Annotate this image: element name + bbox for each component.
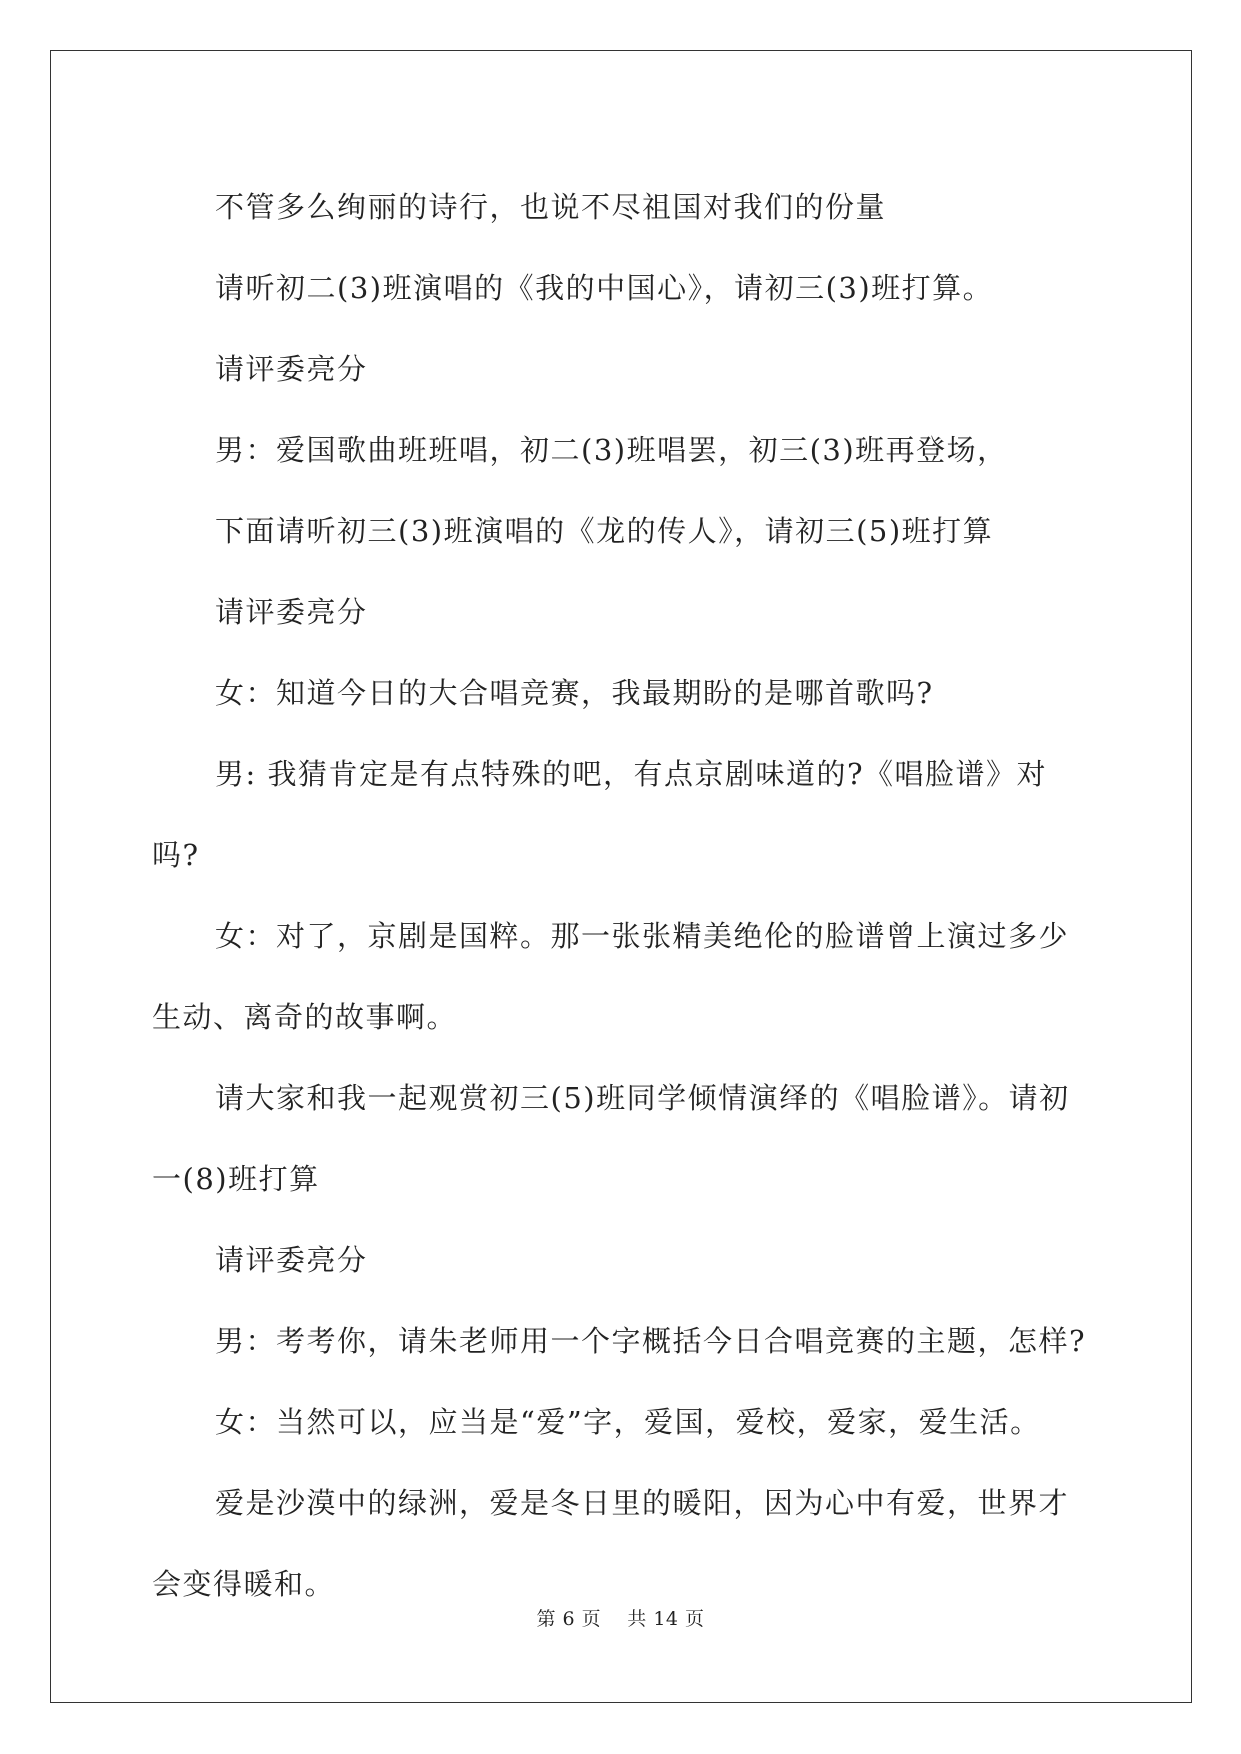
page-total: 共 14 页 [627,1608,705,1630]
paragraph: 爱是沙漠中的绿洲，爱是冬日里的暖阳，因为心中有爱，世界才会变得暖和。 [152,1486,1070,1601]
paragraph: 请评委亮分 [215,595,368,629]
paragraph: 男: 我猜肯定是有点特殊的吧，有点京剧味道的?《唱脸谱》对吗? [152,757,1048,872]
paragraph: 女：知道今日的大合唱竞赛，我最期盼的是哪首歌吗? [215,676,934,710]
document-body [152,167,1092,1625]
paragraph: 请听初二(3)班演唱的《我的中国心》，请初三(3)班打算。 [215,271,994,305]
paragraph: 女：对了，京剧是国粹。那一张张精美绝伦的脸谱曾上演过多少生动、离奇的故事啊。 [152,919,1070,1034]
paragraph: 下面请听初三(3)班演唱的《龙的传人》，请初三(5)班打算 [215,514,994,548]
paragraph: 男：爱国歌曲班班唱，初二(3)班唱罢，初三(3)班再登场， [215,433,1008,467]
paragraph: 男：考考你，请朱老师用一个字概括今日合唱竞赛的主题，怎样? [215,1324,1087,1358]
paragraph: 请大家和我一起观赏初三(5)班同学倾情演绎的《唱脸谱》。请初一(8)班打算 [152,1081,1070,1196]
page-number: 第 6 页 [536,1608,602,1630]
paragraph: 请评委亮分 [215,1243,368,1277]
paragraph: 不管多么绚丽的诗行，也说不尽祖国对我们的份量 [215,190,887,224]
page-footer [0,1604,1241,1631]
paragraph: 女：当然可以，应当是“爱”字，爱国，爱校，爱家，爱生活。 [215,1405,1041,1439]
paragraph: 请评委亮分 [215,352,368,386]
